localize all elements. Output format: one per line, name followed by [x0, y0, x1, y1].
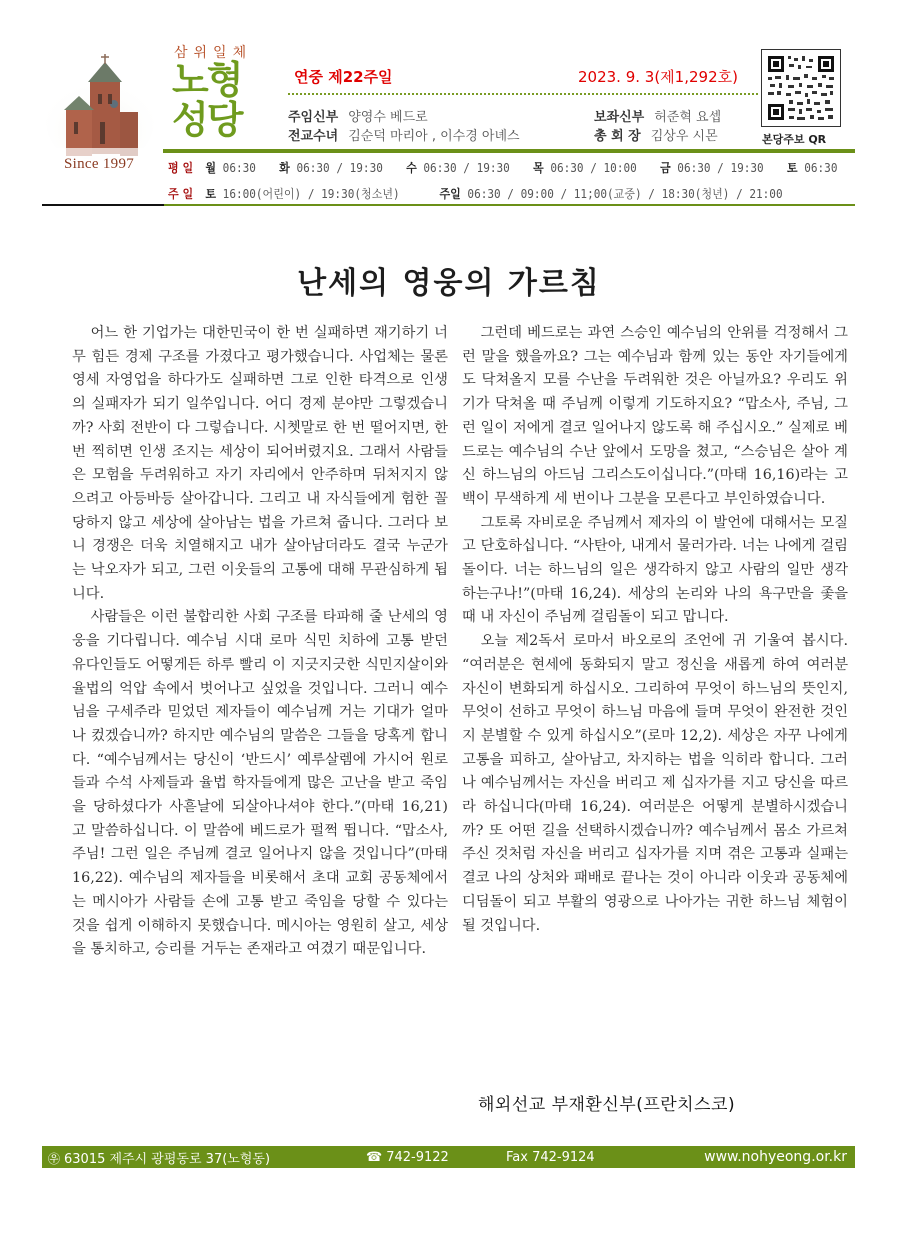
staff-role: 주임신부	[288, 110, 339, 125]
staff-council-president	[594, 125, 718, 144]
schedule-rule-green	[164, 204, 855, 206]
postal-mark-icon: ㉾	[48, 1151, 61, 1166]
schedule-times: 06:30 / 19:30	[423, 161, 510, 175]
staff-name: 양영수 베드로	[348, 110, 428, 125]
parish-logo-text	[172, 60, 262, 140]
footer-fax: Fax 742-9124	[506, 1149, 595, 1165]
schedule-times: 06:30	[222, 161, 256, 175]
schedule-day: 목	[533, 161, 544, 175]
parish-name-line2: 성당	[172, 98, 242, 142]
address-text: 63015 제주시 광평동로 37(노형동)	[64, 1151, 271, 1167]
staff-name: 김상우 시몬	[650, 129, 718, 144]
footer-phone[interactable]	[366, 1150, 506, 1165]
article-paragraph: 그토록 자비로운 주님께서 제자의 이 발언에 대해서는 모질고 단호하십니다. “사탄아, 내게서 물러가라. 너는 나에게 걸림돌이다. 너는 하느님의 일은 생각하지 않고 사람의 일만 생각하는구나!”(마태 16,24). 세상의 논리와 나의 욕구만을 좇을 때 내 자신이 주님께 걸림돌이 되고 맙니다.	[462, 514, 848, 626]
qr-code-icon	[762, 50, 840, 126]
sunday-schedule	[168, 185, 783, 202]
article-title: 난세의 영웅의 가르침	[297, 266, 601, 301]
header-divider	[288, 93, 758, 95]
schedule-day: 월	[205, 161, 217, 175]
qr-code[interactable]	[761, 49, 841, 127]
schedule-day: 토	[205, 187, 217, 201]
staff-name: 김순덕 마리아 , 이수경 아녜스	[348, 129, 520, 144]
schedule-times: 06:30	[804, 161, 838, 175]
schedule-times: 06:30 / 19:30	[296, 161, 383, 175]
schedule-day: 금	[659, 161, 671, 175]
schedule-day: 수	[406, 161, 417, 175]
parish-name-line1: 노형	[172, 58, 242, 102]
article-author: 해외선교 부재환신부(프란치스코)	[478, 1095, 736, 1115]
staff-role: 전교수녀	[288, 129, 339, 144]
weekday-label: 평 일	[168, 161, 194, 175]
staff-sisters	[288, 125, 520, 144]
sunday-label: 주 일	[168, 187, 194, 201]
schedule-rule-black	[42, 204, 164, 206]
schedule-times: 06:30 / 10:00	[550, 161, 637, 175]
liturgical-week: 연중 제22주일	[294, 68, 393, 86]
staff-name: 허준혁 요셉	[654, 110, 722, 125]
schedule-times: 06:30 / 19:30	[677, 161, 764, 175]
staff-role: 총 회 장	[594, 129, 641, 144]
staff-role: 보좌신부	[594, 110, 645, 125]
parish-subtitle: 삼위일체	[174, 45, 253, 61]
footer-bar	[42, 1146, 855, 1168]
church-illustration-icon	[46, 52, 154, 162]
article-paragraph: 오늘 제2독서 로마서 바오로의 조언에 귀 기울여 봅시다. “여러분은 현세에 동화되지 말고 정신을 새롭게 하여 여러분 자신이 변화되게 하십시오. 그리하여 무엇이 하느님의 뜻인지, 무엇이 선하고 무엇이 하느님 마음에 들며 무엇이 완전한 것인지 분별할 수 있게 하십시오”(로마 12,2). 세상은 자꾸 나에게 고통을 피하고, 살아남고, 차지하는 법을 익히라 합니다. 그러나 예수님께서는 자신을 버리고 제 십자가를 지고 당신을 따르라 하십니다(마태 16,24). 여러분은 어떻게 분별하시겠습니까? 또 어떤 길을 선택하시겠습니까? 예수님께서 몸소 가르쳐 주신 것처럼 자신을 버리고 십자가를 지며 겪은 고통과 실패는 결코 나의 상처와 패배로 끝나는 것이 아니라 이웃과 공동체에 디딤돌이 되고 부활의 영광으로 나아가는 귀한 하느님 체험이 될 것입니다.	[462, 633, 848, 934]
article-column-left	[72, 322, 448, 962]
schedule-day: 주일	[439, 187, 461, 201]
schedule-day: 화	[279, 161, 290, 175]
article-paragraph: 어느 한 기업가는 대한민국이 한 번 실패하면 재기하기 너무 힘든 경제 구조를 가졌다고 평가했습니다. 사업체는 물론 영세 자영업을 하다가도 실패하면 그로 인한 타격으로 인생의 실패자가 되기 일쑤입니다. 어디 경제 분야만 그렇겠습니까? 사회 전반이 다 그렇습니다. 시쳇말로 한 번 떨어지면, 한 번 찍히면 인생 조지는 세상이 되어버렸지요. 그래서 사람들은 모험을 두려워하고 자기 자리에서 안주하며 뒤처지지 않으려고 아등바등 살아갑니다. 그리고 내 자식들에게 험한 꼴 당하지 않고 세상에 살아남는 법을 가르쳐 줍니다. 그러다 보니 경쟁은 더욱 치열해지고 내가 살아남더라도 결국 누군가는 낙오자가 되고, 그런 이웃들의 고통에 대해 무관심하게 됩니다.	[72, 325, 448, 602]
staff-assistant-priest	[594, 106, 721, 125]
since-year: Since 1997	[64, 156, 135, 172]
article-column-right	[462, 322, 848, 938]
schedule-times: 06:30 / 09:00 / 11;00(교중) / 18:30(청년) / 21:00	[467, 187, 783, 201]
schedule-times: 16:00(어린이) / 19:30(청소년)	[222, 187, 400, 201]
website-link[interactable]: www.nohyeong.or.kr	[704, 1149, 847, 1165]
qr-caption: 본당주보 QR	[762, 133, 827, 146]
article-paragraph: 사람들은 이런 불합리한 사회 구조를 타파해 줄 난세의 영웅을 기다립니다. 예수님 시대 로마 식민 치하에 고통 받던 유다인들도 어떻게든 하루 빨리 이 지긋지긋한 식민지살이와 율법의 억압 속에서 벗어나고 싶었을 것입니다. 그러니 예수님을 구세주라 믿었던 제자들이 예수님께 거는 기대가 얼마나 컸겠습니까? 하지만 예수님의 말씀은 그들을 당혹게 합니다. “예수님께서는 당신이 ‘반드시’ 예루살렘에 가시어 원로들과 수석 사제들과 율법 학자들에게 많은 고난을 받고 죽임을 당하셨다가 사흗날에 되살아나셔야 한다.”(마태 16,21)고 말씀하십니다. 이 말씀에 베드로가 펄쩍 뜁니다. “맙소사, 주님! 그런 일은 주님께 결코 일어나지 않을 것입니다”(마태 16,22). 예수님의 제자들을 비롯해서 초대 교회 공동체에서는 메시아가 사람들 손에 고통 받고 죽임을 당할 수 있다는 것을 쉽게 이해하지 못했습니다. 메시아는 영원히 살고, 세상을 통치하고, 승리를 거두는 존재라고 여겼기 때문입니다.	[72, 609, 448, 958]
header-rule	[163, 149, 855, 153]
footer-address	[48, 1148, 366, 1167]
issue-date: 2023. 9. 3(제1,292호)	[578, 68, 738, 86]
staff-pastor	[288, 106, 428, 125]
article-paragraph: 그런데 베드로는 과연 스승인 예수님의 안위를 걱정해서 그런 말을 했을까요? 그는 예수님과 함께 있는 동안 자기들에게도 닥쳐올지 모를 수난을 두려워한 것은 아닐까요? 우리도 위기가 닥쳐올 때 주님께 이렇게 기도하지요? “맙소사, 주님, 그런 일이 저에게 결코 일어나지 않도록 해 주십시오.” 실제로 베드로는 예수님의 수난 앞에서 도망을 쳤고, “스승님은 살아 계신 하느님의 아드님 그리스도이십니다.”(마태 16,16)라는 고백이 무색하게 세 번이나 그분을 모른다고 부인하였습니다.	[462, 325, 848, 507]
weekday-schedule	[168, 159, 837, 176]
schedule-day: 토	[786, 161, 798, 175]
phone-icon: ☎	[366, 1149, 383, 1165]
phone-number: 742-9122	[386, 1149, 449, 1165]
